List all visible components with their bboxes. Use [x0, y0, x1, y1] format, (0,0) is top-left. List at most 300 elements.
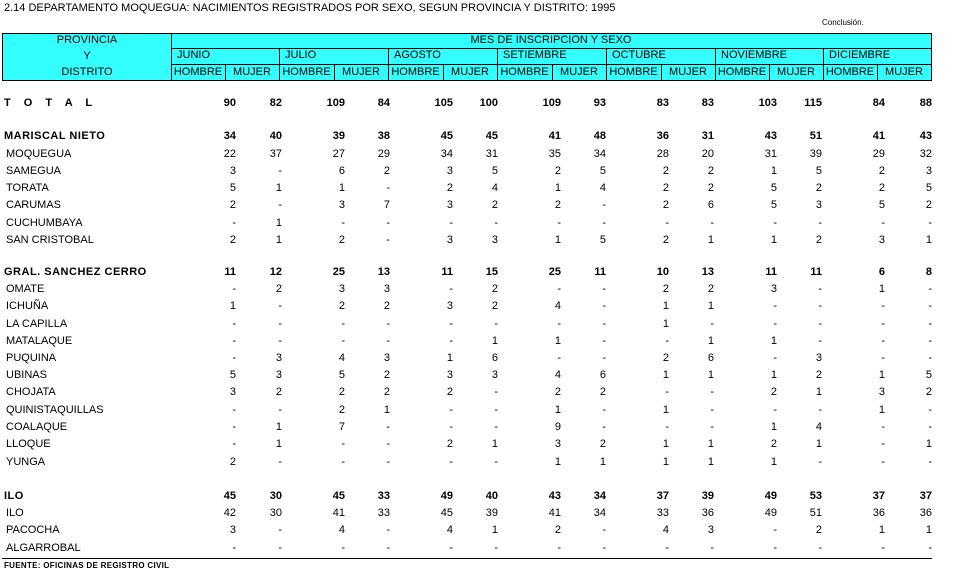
value-cell: - — [602, 524, 606, 536]
row-label: ALGARROBAL — [6, 542, 81, 554]
value-cell: 33 — [377, 490, 390, 502]
value-cell: 1 — [446, 352, 453, 364]
value-cell: 2 — [338, 300, 345, 312]
value-cell: - — [386, 524, 390, 536]
value-cell: 3 — [338, 283, 345, 295]
district-row — [0, 524, 953, 540]
value-cell: - — [928, 404, 932, 416]
district-row — [0, 182, 953, 198]
province-row — [0, 490, 953, 506]
value-cell: 1 — [554, 182, 561, 194]
district-row — [0, 148, 953, 164]
value-cell: 15 — [485, 266, 498, 278]
district-row — [0, 507, 953, 523]
value-cell: 1 — [275, 182, 282, 194]
value-cell: - — [232, 217, 236, 229]
value-cell: 2 — [707, 182, 714, 194]
row-label: ILO — [4, 490, 24, 502]
row-label: YUNGA — [6, 456, 46, 468]
row-label: COALAQUE — [6, 421, 68, 433]
value-cell: 2 — [383, 386, 390, 398]
value-cell: - — [602, 404, 606, 416]
value-cell: - — [710, 386, 714, 398]
value-cell: - — [232, 421, 236, 433]
value-cell: 49 — [764, 490, 777, 502]
value-cell: 2 — [878, 182, 885, 194]
value-cell: 48 — [593, 130, 606, 142]
value-cell: - — [341, 335, 345, 347]
value-cell: - — [494, 542, 498, 554]
value-cell: - — [494, 421, 498, 433]
value-cell: 2 — [383, 165, 390, 177]
value-cell: 2 — [925, 386, 932, 398]
value-cell: - — [881, 421, 885, 433]
value-cell: 3 — [383, 283, 390, 295]
month-header-diciembre: DICIEMBRE — [829, 49, 891, 61]
sex-header-mujer: MUJER — [451, 66, 489, 78]
table-bottom-rule — [2, 558, 932, 559]
value-cell: 36 — [656, 130, 669, 142]
value-cell: - — [449, 542, 453, 554]
value-cell: - — [232, 318, 236, 330]
row-label: SAMEGUA — [6, 165, 62, 177]
value-cell: 31 — [701, 130, 714, 142]
value-cell: 3 — [815, 352, 822, 364]
value-cell: 32 — [919, 148, 932, 160]
value-cell: - — [818, 318, 822, 330]
sex-header-mujer: MUJER — [777, 66, 815, 78]
value-cell: - — [494, 456, 498, 468]
value-cell: 1 — [770, 421, 777, 433]
value-cell: 1 — [770, 456, 777, 468]
value-cell: 2 — [662, 182, 669, 194]
row-label: PACOCHA — [6, 524, 60, 536]
district-row — [0, 352, 953, 368]
value-cell: - — [881, 352, 885, 364]
value-cell: 2 — [554, 524, 561, 536]
value-cell: 2 — [878, 165, 885, 177]
value-cell: 10 — [656, 266, 669, 278]
value-cell: 1 — [229, 300, 236, 312]
value-cell: 3 — [707, 524, 714, 536]
district-row — [0, 199, 953, 215]
value-cell: 2 — [770, 438, 777, 450]
value-cell: 4 — [491, 182, 498, 194]
value-cell: 1 — [878, 369, 885, 381]
value-cell: - — [602, 421, 606, 433]
value-cell: - — [232, 404, 236, 416]
sex-header-hombre: HOMBRE — [391, 66, 440, 78]
value-cell: - — [710, 318, 714, 330]
value-cell: 2 — [925, 199, 932, 211]
value-cell: - — [557, 283, 561, 295]
month-divider — [823, 49, 824, 81]
value-cell: - — [818, 283, 822, 295]
value-cell: 43 — [764, 130, 777, 142]
sex-divider — [334, 65, 335, 81]
value-cell: - — [818, 542, 822, 554]
value-cell: 3 — [275, 369, 282, 381]
value-cell: 2 — [707, 283, 714, 295]
district-row — [0, 165, 953, 181]
value-cell: 37 — [656, 490, 669, 502]
value-cell: 8 — [925, 266, 932, 278]
value-cell: 1 — [707, 456, 714, 468]
value-cell: 45 — [440, 130, 453, 142]
value-cell: 3 — [878, 386, 885, 398]
value-cell: - — [341, 217, 345, 229]
value-cell: - — [449, 335, 453, 347]
value-cell: 31 — [485, 148, 498, 160]
value-cell: 12 — [269, 266, 282, 278]
value-cell: 1 — [554, 234, 561, 246]
value-cell: 43 — [919, 130, 932, 142]
row-label: PUQUINA — [6, 352, 57, 364]
value-cell: 5 — [491, 165, 498, 177]
row-label: ILO — [6, 507, 24, 519]
sex-divider — [661, 65, 662, 81]
value-cell: 25 — [548, 266, 561, 278]
district-row — [0, 369, 953, 385]
value-cell: - — [494, 318, 498, 330]
value-cell: - — [341, 318, 345, 330]
value-cell: - — [232, 335, 236, 347]
value-cell: - — [928, 542, 932, 554]
value-cell: 2 — [229, 234, 236, 246]
value-cell: 39 — [332, 130, 345, 142]
value-cell: 30 — [269, 490, 282, 502]
value-cell: 20 — [701, 148, 714, 160]
value-cell: 2 — [554, 199, 561, 211]
value-cell: 5 — [599, 165, 606, 177]
value-cell: 1 — [662, 438, 669, 450]
row-label: MARISCAL NIETO — [4, 130, 106, 142]
value-cell: - — [665, 217, 669, 229]
value-cell: 3 — [338, 199, 345, 211]
value-cell: - — [341, 456, 345, 468]
value-cell: 5 — [815, 165, 822, 177]
district-row — [0, 404, 953, 420]
value-cell: 1 — [707, 438, 714, 450]
value-cell: - — [386, 456, 390, 468]
district-row — [0, 421, 953, 437]
value-cell: 1 — [338, 182, 345, 194]
value-cell: 2 — [446, 438, 453, 450]
value-cell: 1 — [770, 335, 777, 347]
value-cell: 41 — [332, 507, 345, 519]
value-cell: 9 — [554, 421, 561, 433]
stub-header-line-1: PROVINCIA — [56, 34, 118, 46]
value-cell: - — [232, 542, 236, 554]
value-cell: 34 — [593, 507, 606, 519]
value-cell: 40 — [485, 490, 498, 502]
value-cell: 3 — [446, 234, 453, 246]
value-cell: 41 — [548, 507, 561, 519]
value-cell: 39 — [701, 490, 714, 502]
value-cell: 33 — [377, 507, 390, 519]
value-cell: - — [557, 318, 561, 330]
value-cell: 2 — [554, 165, 561, 177]
province-row — [0, 266, 953, 282]
value-cell: - — [557, 542, 561, 554]
district-row — [0, 283, 953, 299]
sex-header-hombre: HOMBRE — [173, 66, 223, 78]
value-cell: 100 — [479, 97, 498, 109]
month-header-agosto: AGOSTO — [394, 49, 441, 61]
value-cell: 6 — [878, 266, 885, 278]
value-cell: 1 — [707, 234, 714, 246]
value-cell: 2 — [662, 199, 669, 211]
sex-header-mujer: MUJER — [560, 66, 598, 78]
value-cell: 5 — [770, 199, 777, 211]
district-row — [0, 318, 953, 334]
value-cell: 49 — [440, 490, 453, 502]
value-cell: - — [449, 404, 453, 416]
value-cell: 3 — [446, 300, 453, 312]
district-row — [0, 300, 953, 316]
value-cell: - — [278, 542, 282, 554]
month-header-octubre: OCTUBRE — [612, 49, 666, 61]
group-underline — [171, 48, 931, 49]
value-cell: 1 — [770, 369, 777, 381]
value-cell: 2 — [491, 199, 498, 211]
value-cell: 11 — [810, 266, 822, 278]
value-cell: 1 — [707, 300, 714, 312]
value-cell: 1 — [491, 335, 498, 347]
value-cell: 1 — [554, 404, 561, 416]
row-label: ICHUÑA — [6, 300, 49, 312]
stub-header-line-3: DISTRITO — [61, 66, 113, 78]
value-cell: 1 — [491, 524, 498, 536]
value-cell: 34 — [593, 148, 606, 160]
value-cell: 1 — [925, 438, 932, 450]
value-cell: 34 — [593, 490, 606, 502]
value-cell: 3 — [383, 352, 390, 364]
value-cell: 2 — [599, 438, 606, 450]
value-cell: 2 — [275, 386, 282, 398]
value-cell: - — [386, 217, 390, 229]
value-cell: 4 — [815, 421, 822, 433]
district-row — [0, 335, 953, 351]
value-cell: 84 — [872, 97, 885, 109]
value-cell: 5 — [878, 199, 885, 211]
value-cell: 2 — [338, 404, 345, 416]
value-cell: 4 — [554, 369, 561, 381]
value-cell: - — [278, 404, 282, 416]
value-cell: 83 — [656, 97, 669, 109]
value-cell: 2 — [491, 283, 498, 295]
value-cell: - — [665, 335, 669, 347]
row-label: CARUMAS — [6, 199, 62, 211]
value-cell: - — [386, 182, 390, 194]
value-cell: - — [232, 438, 236, 450]
row-label: LLOQUE — [6, 438, 51, 450]
value-cell: - — [773, 352, 777, 364]
value-cell: 45 — [485, 130, 498, 142]
value-cell: - — [818, 300, 822, 312]
value-cell: 3 — [815, 199, 822, 211]
sex-header-mujer: MUJER — [669, 66, 707, 78]
month-divider — [279, 49, 280, 81]
value-cell: 1 — [878, 283, 885, 295]
value-cell: 2 — [554, 386, 561, 398]
value-cell: - — [386, 438, 390, 450]
row-label: MATALAQUE — [6, 335, 73, 347]
value-cell: - — [602, 542, 606, 554]
district-row — [0, 438, 953, 454]
value-cell: 1 — [662, 404, 669, 416]
sex-header-hombre: HOMBRE — [717, 66, 767, 78]
value-cell: - — [881, 300, 885, 312]
conclusion-note: Conclusión. — [822, 18, 864, 27]
value-cell: - — [602, 335, 606, 347]
value-cell: 2 — [229, 456, 236, 468]
value-cell: 1 — [707, 369, 714, 381]
value-cell: 83 — [701, 97, 714, 109]
sex-header-hombre: HOMBRE — [500, 66, 549, 78]
value-cell: 1 — [275, 421, 282, 433]
row-label: LA CAPILLA — [6, 318, 68, 330]
value-cell: 90 — [223, 97, 236, 109]
value-cell: 1 — [275, 234, 282, 246]
value-cell: 13 — [377, 266, 390, 278]
value-cell: - — [881, 438, 885, 450]
value-cell: 4 — [599, 182, 606, 194]
value-cell: 109 — [542, 97, 561, 109]
value-cell: 43 — [548, 490, 561, 502]
row-label: TORATA — [6, 182, 49, 194]
value-cell: 2 — [599, 386, 606, 398]
district-row — [0, 386, 953, 402]
value-cell: 3 — [229, 165, 236, 177]
value-cell: 1 — [599, 456, 606, 468]
value-cell: - — [449, 283, 453, 295]
value-cell: 13 — [701, 266, 714, 278]
value-cell: 1 — [662, 369, 669, 381]
value-cell: 31 — [764, 148, 777, 160]
row-label: QUINISTAQUILLAS — [6, 404, 104, 416]
value-cell: 1 — [878, 524, 885, 536]
value-cell: 2 — [446, 182, 453, 194]
value-cell: - — [710, 217, 714, 229]
month-header-junio: JUNIO — [177, 49, 210, 61]
value-cell: - — [341, 438, 345, 450]
value-cell: - — [818, 456, 822, 468]
value-cell: 2 — [491, 300, 498, 312]
value-cell: - — [881, 335, 885, 347]
value-cell: - — [386, 318, 390, 330]
value-cell: 105 — [434, 97, 453, 109]
value-cell: - — [278, 165, 282, 177]
value-cell: - — [928, 456, 932, 468]
value-cell: 2 — [229, 199, 236, 211]
value-cell: - — [818, 217, 822, 229]
sex-header-hombre: HOMBRE — [609, 66, 658, 78]
value-cell: 1 — [275, 438, 282, 450]
value-cell: - — [928, 283, 932, 295]
value-cell: 36 — [919, 507, 932, 519]
month-divider — [497, 49, 498, 81]
value-cell: - — [710, 421, 714, 433]
value-cell: - — [928, 217, 932, 229]
value-cell: 5 — [770, 182, 777, 194]
row-label: T O T A L — [4, 97, 98, 109]
sex-divider — [225, 65, 226, 81]
sex-header-mujer: MUJER — [885, 66, 923, 78]
value-cell: - — [278, 335, 282, 347]
value-cell: 41 — [872, 130, 885, 142]
value-cell: 1 — [925, 524, 932, 536]
value-cell: - — [710, 542, 714, 554]
value-cell: - — [818, 335, 822, 347]
value-cell: 1 — [275, 217, 282, 229]
value-cell: 11 — [441, 266, 453, 278]
value-cell: 2 — [383, 300, 390, 312]
sex-header-hombre: HOMBRE — [282, 66, 331, 78]
province-row — [0, 130, 953, 146]
sex-header-mujer: MUJER — [342, 66, 380, 78]
value-cell: 1 — [662, 456, 669, 468]
value-cell: - — [773, 524, 777, 536]
value-cell: - — [278, 318, 282, 330]
value-cell: 1 — [554, 335, 561, 347]
month-divider — [715, 49, 716, 81]
value-cell: 2 — [338, 386, 345, 398]
value-cell: 5 — [338, 369, 345, 381]
value-cell: 5 — [599, 234, 606, 246]
value-cell: 3 — [229, 386, 236, 398]
value-cell: 36 — [701, 507, 714, 519]
value-cell: - — [665, 386, 669, 398]
value-cell: - — [602, 352, 606, 364]
value-cell: 6 — [599, 369, 606, 381]
value-cell: - — [449, 217, 453, 229]
value-cell: 33 — [656, 507, 669, 519]
row-label: MOQUEGUA — [6, 148, 72, 160]
value-cell: - — [928, 318, 932, 330]
value-cell: - — [494, 386, 498, 398]
row-label: CHOJATA — [6, 386, 56, 398]
value-cell: 2 — [275, 283, 282, 295]
value-cell: 3 — [491, 234, 498, 246]
value-cell: 6 — [707, 199, 714, 211]
district-row — [0, 456, 953, 472]
value-cell: 2 — [338, 234, 345, 246]
value-cell: - — [928, 335, 932, 347]
value-cell: 28 — [656, 148, 669, 160]
value-cell: 2 — [815, 234, 822, 246]
value-cell: 3 — [446, 369, 453, 381]
value-cell: 4 — [554, 300, 561, 312]
value-cell: 5 — [925, 369, 932, 381]
value-cell: 35 — [548, 148, 561, 160]
value-cell: 2 — [815, 182, 822, 194]
value-cell: - — [928, 352, 932, 364]
value-cell: 1 — [815, 438, 822, 450]
value-cell: 103 — [758, 97, 777, 109]
value-cell: - — [557, 217, 561, 229]
value-cell: 29 — [377, 148, 390, 160]
value-cell: 1 — [662, 318, 669, 330]
value-cell: 3 — [770, 283, 777, 295]
value-cell: - — [710, 404, 714, 416]
source-note: FUENTE: OFICINAS DE REGISTRO CIVIL — [4, 561, 170, 570]
value-cell: - — [557, 352, 561, 364]
value-cell: 51 — [809, 130, 822, 142]
sex-header-hombre: HOMBRE — [825, 66, 875, 78]
value-cell: 27 — [332, 148, 345, 160]
value-cell: 29 — [872, 148, 885, 160]
